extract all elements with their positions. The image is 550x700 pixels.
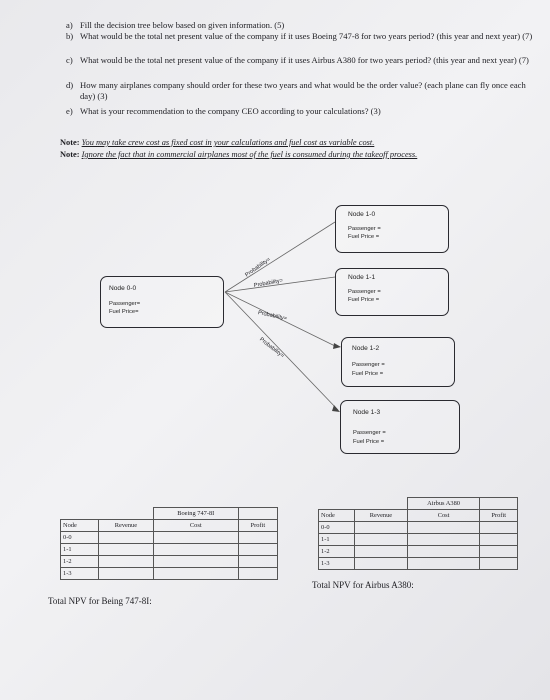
row-node-label: 0-0 [319, 522, 355, 534]
column-header-node: Node [319, 510, 355, 522]
note-prefix: Note: [60, 150, 80, 159]
table-row [61, 532, 278, 544]
note-text: You may take crew cost as fixed cost in your calculations and fuel cost as variable cost. [81, 138, 375, 147]
total-npv-airbus: Total NPV for Airbus A380: [312, 580, 414, 590]
edge-probability-1-1: Probability= [253, 277, 284, 289]
column-header-profit: Profit [238, 520, 277, 532]
question-label: b) [66, 31, 74, 41]
column-header-cost: Cost [407, 510, 480, 522]
node-title: Node 1-3 [353, 409, 381, 416]
edge-probability-1-2: Probability= [257, 310, 288, 323]
edge-probability-1-0: Probability= [244, 256, 272, 279]
node-title: Node 0-0 [109, 285, 137, 292]
node-passenger: Passenger = [348, 289, 381, 295]
column-header-node: Node [61, 520, 99, 532]
table-group-header: Boeing 747-8I [153, 508, 238, 520]
question-label: c) [66, 55, 73, 65]
edge-probability-1-3: Probability= [258, 336, 286, 360]
row-node-label: 1-3 [61, 568, 99, 580]
question-text: How many airplanes company should order for these two years and what would be the order value? (each plane can fly once each day) (3) [80, 80, 526, 101]
tree-node-1-1 [335, 268, 449, 316]
row-node-label: 0-0 [61, 532, 99, 544]
column-header-revenue: Revenue [98, 520, 153, 532]
total-npv-boeing: Total NPV for Being 747-8I: [48, 596, 152, 606]
question-label: a) [66, 20, 73, 30]
table-row [61, 544, 278, 556]
boeing-table [60, 507, 278, 580]
row-node-label: 1-2 [61, 556, 99, 568]
column-header-profit: Profit [480, 510, 518, 522]
table-row [319, 534, 518, 546]
question-label: d) [66, 80, 74, 90]
node-title: Node 1-1 [348, 274, 376, 281]
tree-node-0-0 [100, 276, 224, 328]
node-fuel-price: Fuel Price = [348, 297, 380, 303]
table-group-header: Airbus A380 [407, 498, 480, 510]
row-node-label: 1-3 [319, 558, 355, 570]
note-text: Ignore the fact that in commercial airplanes most of the fuel is consumed during the takeoff process. [81, 150, 418, 159]
node-title: Node 1-2 [352, 345, 380, 352]
tree-node-1-3 [340, 400, 460, 454]
node-title: Node 1-0 [348, 211, 376, 218]
column-header-cost: Cost [153, 520, 238, 532]
node-fuel-price: Fuel Price = [352, 371, 384, 377]
question-text: What would be the total net present value of the company if it uses Boeing 747-8 for two years period? (this year and next year) (7) [80, 31, 533, 41]
node-passenger: Passenger= [109, 301, 141, 307]
table-row [319, 558, 518, 570]
question-label: e) [66, 106, 73, 116]
airbus-table [318, 497, 518, 570]
table-row [319, 522, 518, 534]
question-text: What is your recommendation to the company CEO according to your calculations? (3) [80, 106, 381, 116]
tree-node-1-0 [335, 205, 449, 253]
node-fuel-price: Fuel Price= [109, 309, 139, 315]
column-header-revenue: Revenue [355, 510, 408, 522]
row-node-label: 1-1 [319, 534, 355, 546]
question-text: Fill the decision tree below based on given information. (5) [80, 20, 285, 30]
table-row [319, 546, 518, 558]
table-row [61, 556, 278, 568]
table-row [61, 568, 278, 580]
node-passenger: Passenger = [352, 362, 385, 368]
node-passenger: Passenger = [353, 430, 386, 436]
row-node-label: 1-1 [61, 544, 99, 556]
node-passenger: Passenger = [348, 226, 381, 232]
note-prefix: Note: [60, 138, 80, 147]
row-node-label: 1-2 [319, 546, 355, 558]
tree-node-1-2 [341, 337, 455, 387]
question-text: What would be the total net present value of the company if it uses Airbus A380 for two years period? (this year and next year) (7) [80, 55, 529, 65]
node-fuel-price: Fuel Price = [348, 234, 380, 240]
node-fuel-price: Fuel Price = [353, 439, 385, 445]
